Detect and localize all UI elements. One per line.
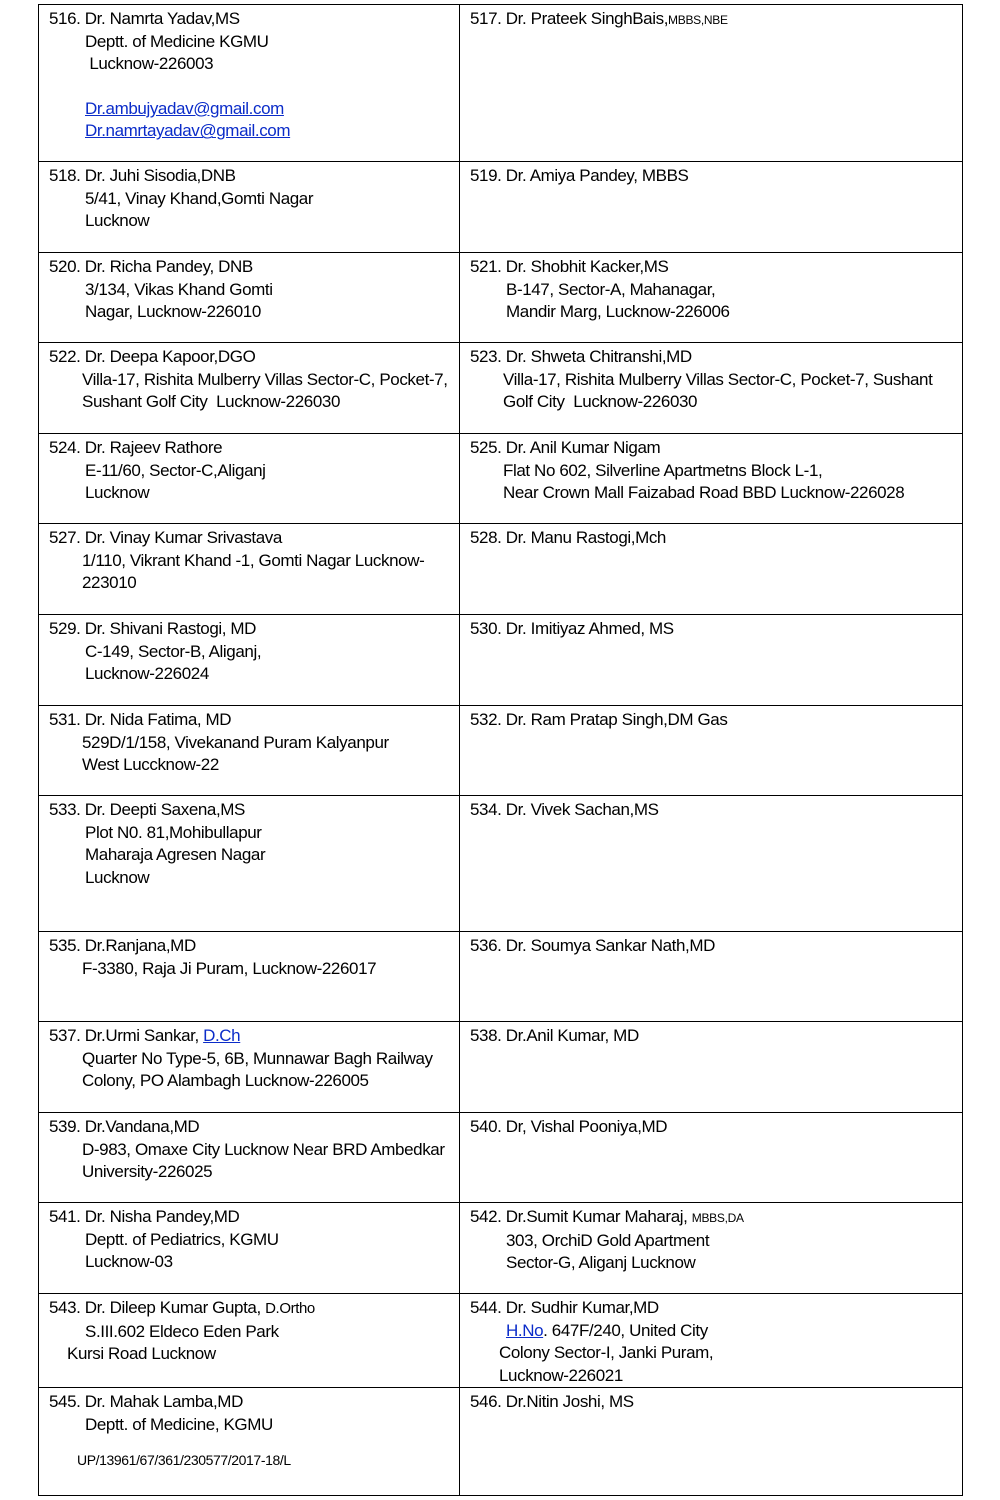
entry-name: 523. Dr. Shweta Chitranshi,MD (470, 347, 692, 366)
table-row (39, 343, 963, 434)
entry-name: 522. Dr. Deepa Kapoor,DGO (49, 347, 256, 366)
email-link[interactable]: Dr.ambujyadav@gmail.com (85, 98, 284, 118)
entry-name: 524. Dr. Rajeev Rathore (49, 438, 223, 457)
entry-name: 541. Dr. Nisha Pandey,MD (49, 1207, 240, 1226)
entry-address-line: Golf City Lucknow-226030 (503, 392, 698, 412)
table-row (39, 1022, 963, 1113)
entry-address-line: Nagar, Lucknow-226010 (85, 302, 261, 322)
table-row (39, 615, 963, 706)
entry-address-line: Villa-17, Rishita Mulberry Villas Sector-C, Pocket-7, (82, 369, 448, 389)
table-row (39, 524, 963, 615)
entry-name: 539. Dr.Vandana,MD (49, 1117, 200, 1136)
entry-address-line: Flat No 602, Silverline Apartmetns Block L-1, (503, 460, 823, 480)
table-row (39, 932, 963, 1022)
directory-entry (39, 1113, 460, 1203)
entry-address-line: 3/134, Vikas Khand Gomti (85, 279, 273, 299)
entry-address-line: B-147, Sector-A, Mahanagar, (506, 279, 716, 299)
entry-degree: D.Ortho (265, 1300, 315, 1317)
entry-name: 533. Dr. Deepti Saxena,MS (49, 800, 246, 819)
directory-entry (460, 434, 963, 524)
directory-entry (460, 1388, 963, 1496)
table-row (39, 796, 963, 932)
reference-code: UP/13961/67/361/230577/2017-18/L (77, 1451, 291, 1468)
entry-name: 530. Dr. Imitiyaz Ahmed, MS (470, 619, 674, 638)
entry-address-line: E-11/60, Sector-C,Aliganj (85, 460, 266, 480)
directory-entry (39, 1022, 460, 1113)
entry-address-line: Sector-G, Aliganj Lucknow (506, 1253, 696, 1273)
entry-name: 527. Dr. Vinay Kumar Srivastava (49, 528, 282, 547)
directory-entry (39, 706, 460, 796)
entry-degree: MBBS,NBE (668, 13, 728, 27)
entry-address-line: Colony, PO Alambagh Lucknow-226005 (82, 1071, 369, 1091)
entry-address-line: Mandir Marg, Lucknow-226006 (506, 302, 730, 322)
entry-address-line: Deptt. of Medicine KGMU (85, 31, 269, 51)
entry-address-line: Plot N0. 81,Mohibullapur (85, 822, 262, 842)
entry-name: 545. Dr. Mahak Lamba,MD (49, 1392, 243, 1412)
directory-entry (39, 932, 460, 1022)
directory-entry (39, 253, 460, 343)
entry-address-line: Lucknow (85, 483, 150, 503)
directory-entry (460, 1022, 963, 1113)
entry-address-line: Lucknow-226024 (85, 664, 209, 684)
entry-name: 540. Dr, Vishal Pooniya,MD (470, 1117, 668, 1136)
entry-address-line: Near Crown Mall Faizabad Road BBD Lucknow-226028 (503, 483, 905, 503)
entry-address-line: University-226025 (82, 1162, 213, 1182)
entry-address-line: 223010 (82, 573, 137, 593)
entry-name: 546. Dr.Nitin Joshi, MS (470, 1392, 634, 1412)
entry-name: 518. Dr. Juhi Sisodia,DNB (49, 166, 236, 185)
entry-name: 517. Dr. Prateek SinghBais,MBBS,NBE (470, 9, 728, 28)
entry-address-line: Quarter No Type-5, 6B, Munnawar Bagh Railway (82, 1048, 433, 1068)
entry-address-line: S.III.602 Eldeco Eden Park (85, 1321, 279, 1341)
entry-name: 528. Dr. Manu Rastogi,Mch (470, 528, 666, 547)
entry-name: 536. Dr. Soumya Sankar Nath,MD (470, 936, 716, 955)
entry-name: 531. Dr. Nida Fatima, MD (49, 710, 232, 729)
directory-entry (460, 253, 963, 343)
entry-address-line: Villa-17, Rishita Mulberry Villas Sector-C, Pocket-7, Sushant (503, 369, 933, 389)
entry-address-line: C-149, Sector-B, Aliganj, (85, 641, 262, 661)
entry-name: 529. Dr. Shivani Rastogi, MD (49, 619, 257, 638)
directory-entry (39, 796, 460, 932)
entry-address-line: Lucknow (85, 867, 150, 887)
entry-address-line: Sushant Golf City Lucknow-226030 (82, 392, 341, 412)
doctor-directory-table (38, 4, 963, 1496)
entry-address-line: Lucknow-226003 (85, 54, 214, 74)
directory-entry (460, 932, 963, 1022)
directory-entry (39, 434, 460, 524)
entry-name: 544. Dr. Sudhir Kumar,MD (470, 1298, 659, 1317)
entry-address-line: Lucknow-03 (85, 1252, 173, 1272)
directory-entry (460, 615, 963, 706)
directory-entry (39, 162, 460, 253)
email-link[interactable]: Dr.namrtayadav@gmail.com (85, 121, 291, 141)
table-row (39, 1113, 963, 1203)
directory-entry (460, 5, 963, 162)
entry-address-line: Maharaja Agresen Nagar (85, 845, 266, 865)
entry-name: 537. Dr.Urmi Sankar, D.Ch (49, 1026, 241, 1045)
directory-entry (460, 1294, 963, 1388)
directory-entry (460, 162, 963, 253)
entry-address-line: Lucknow-226021 (499, 1365, 623, 1385)
directory-entry (460, 343, 963, 434)
entry-address-line: 303, OrchiD Gold Apartment (506, 1230, 710, 1250)
entry-address-line: Colony Sector-I, Janki Puram, (499, 1343, 714, 1363)
entry-degree: MBBS,DA (691, 1211, 744, 1225)
directory-entry (39, 5, 460, 162)
entry-name: 516. Dr. Namrta Yadav,MS (49, 9, 240, 28)
directory-entry (39, 524, 460, 615)
directory-entry (39, 1203, 460, 1294)
entry-name: 535. Dr.Ranjana,MD (49, 936, 196, 955)
directory-entry (460, 1113, 963, 1203)
entry-address-line: 1/110, Vikrant Khand -1, Gomti Nagar Lucknow- (82, 550, 425, 570)
entry-address-line: Lucknow (85, 211, 150, 231)
table-row (39, 253, 963, 343)
table-row (39, 162, 963, 253)
entry-name: 520. Dr. Richa Pandey, DNB (49, 257, 253, 276)
entry-address-line: Kursi Road Lucknow (67, 1344, 216, 1364)
table-row (39, 1203, 963, 1294)
table-row (39, 5, 963, 162)
entry-address-line: 529D/1/158, Vivekanand Puram Kalyanpur (82, 732, 389, 752)
entry-address-line: H.No. 647F/240, United City (506, 1320, 708, 1340)
entry-name: 542. Dr.Sumit Kumar Maharaj, MBBS,DA (470, 1207, 744, 1226)
entry-address-line: F-3380, Raja Ji Puram, Lucknow-226017 (82, 958, 377, 978)
entry-address-line: Deptt. of Pediatrics, KGMU (85, 1229, 279, 1249)
degree-link[interactable]: D.Ch (203, 1026, 241, 1045)
entry-name: 525. Dr. Anil Kumar Nigam (470, 438, 661, 457)
directory-entry (460, 706, 963, 796)
entry-name: 532. Dr. Ram Pratap Singh,DM Gas (470, 710, 728, 729)
entry-address-line: Deptt. of Medicine, KGMU (85, 1414, 273, 1434)
directory-entry (39, 343, 460, 434)
entry-address-line: West Luccknow-22 (82, 755, 219, 775)
directory-entry (39, 615, 460, 706)
table-row (39, 1294, 963, 1388)
directory-entry (39, 1294, 460, 1388)
entry-address-line: D-983, Omaxe City Lucknow Near BRD Ambedkar (82, 1139, 445, 1159)
entry-address-line: 5/41, Vinay Khand,Gomti Nagar (85, 188, 314, 208)
directory-entry (460, 524, 963, 615)
table-row (39, 1388, 963, 1496)
table-row (39, 434, 963, 524)
directory-entry (39, 1388, 460, 1496)
directory-entry (460, 1203, 963, 1294)
entry-name: 538. Dr.Anil Kumar, MD (470, 1026, 639, 1045)
entry-name: 519. Dr. Amiya Pandey, MBBS (470, 166, 689, 185)
entry-name: 534. Dr. Vivek Sachan,MS (470, 800, 659, 819)
entry-name: 521. Dr. Shobhit Kacker,MS (470, 257, 669, 276)
entry-name: 543. Dr. Dileep Kumar Gupta, D.Ortho (49, 1298, 315, 1317)
house-number-link[interactable]: H.No (506, 1320, 544, 1340)
table-row (39, 706, 963, 796)
directory-entry (460, 796, 963, 932)
